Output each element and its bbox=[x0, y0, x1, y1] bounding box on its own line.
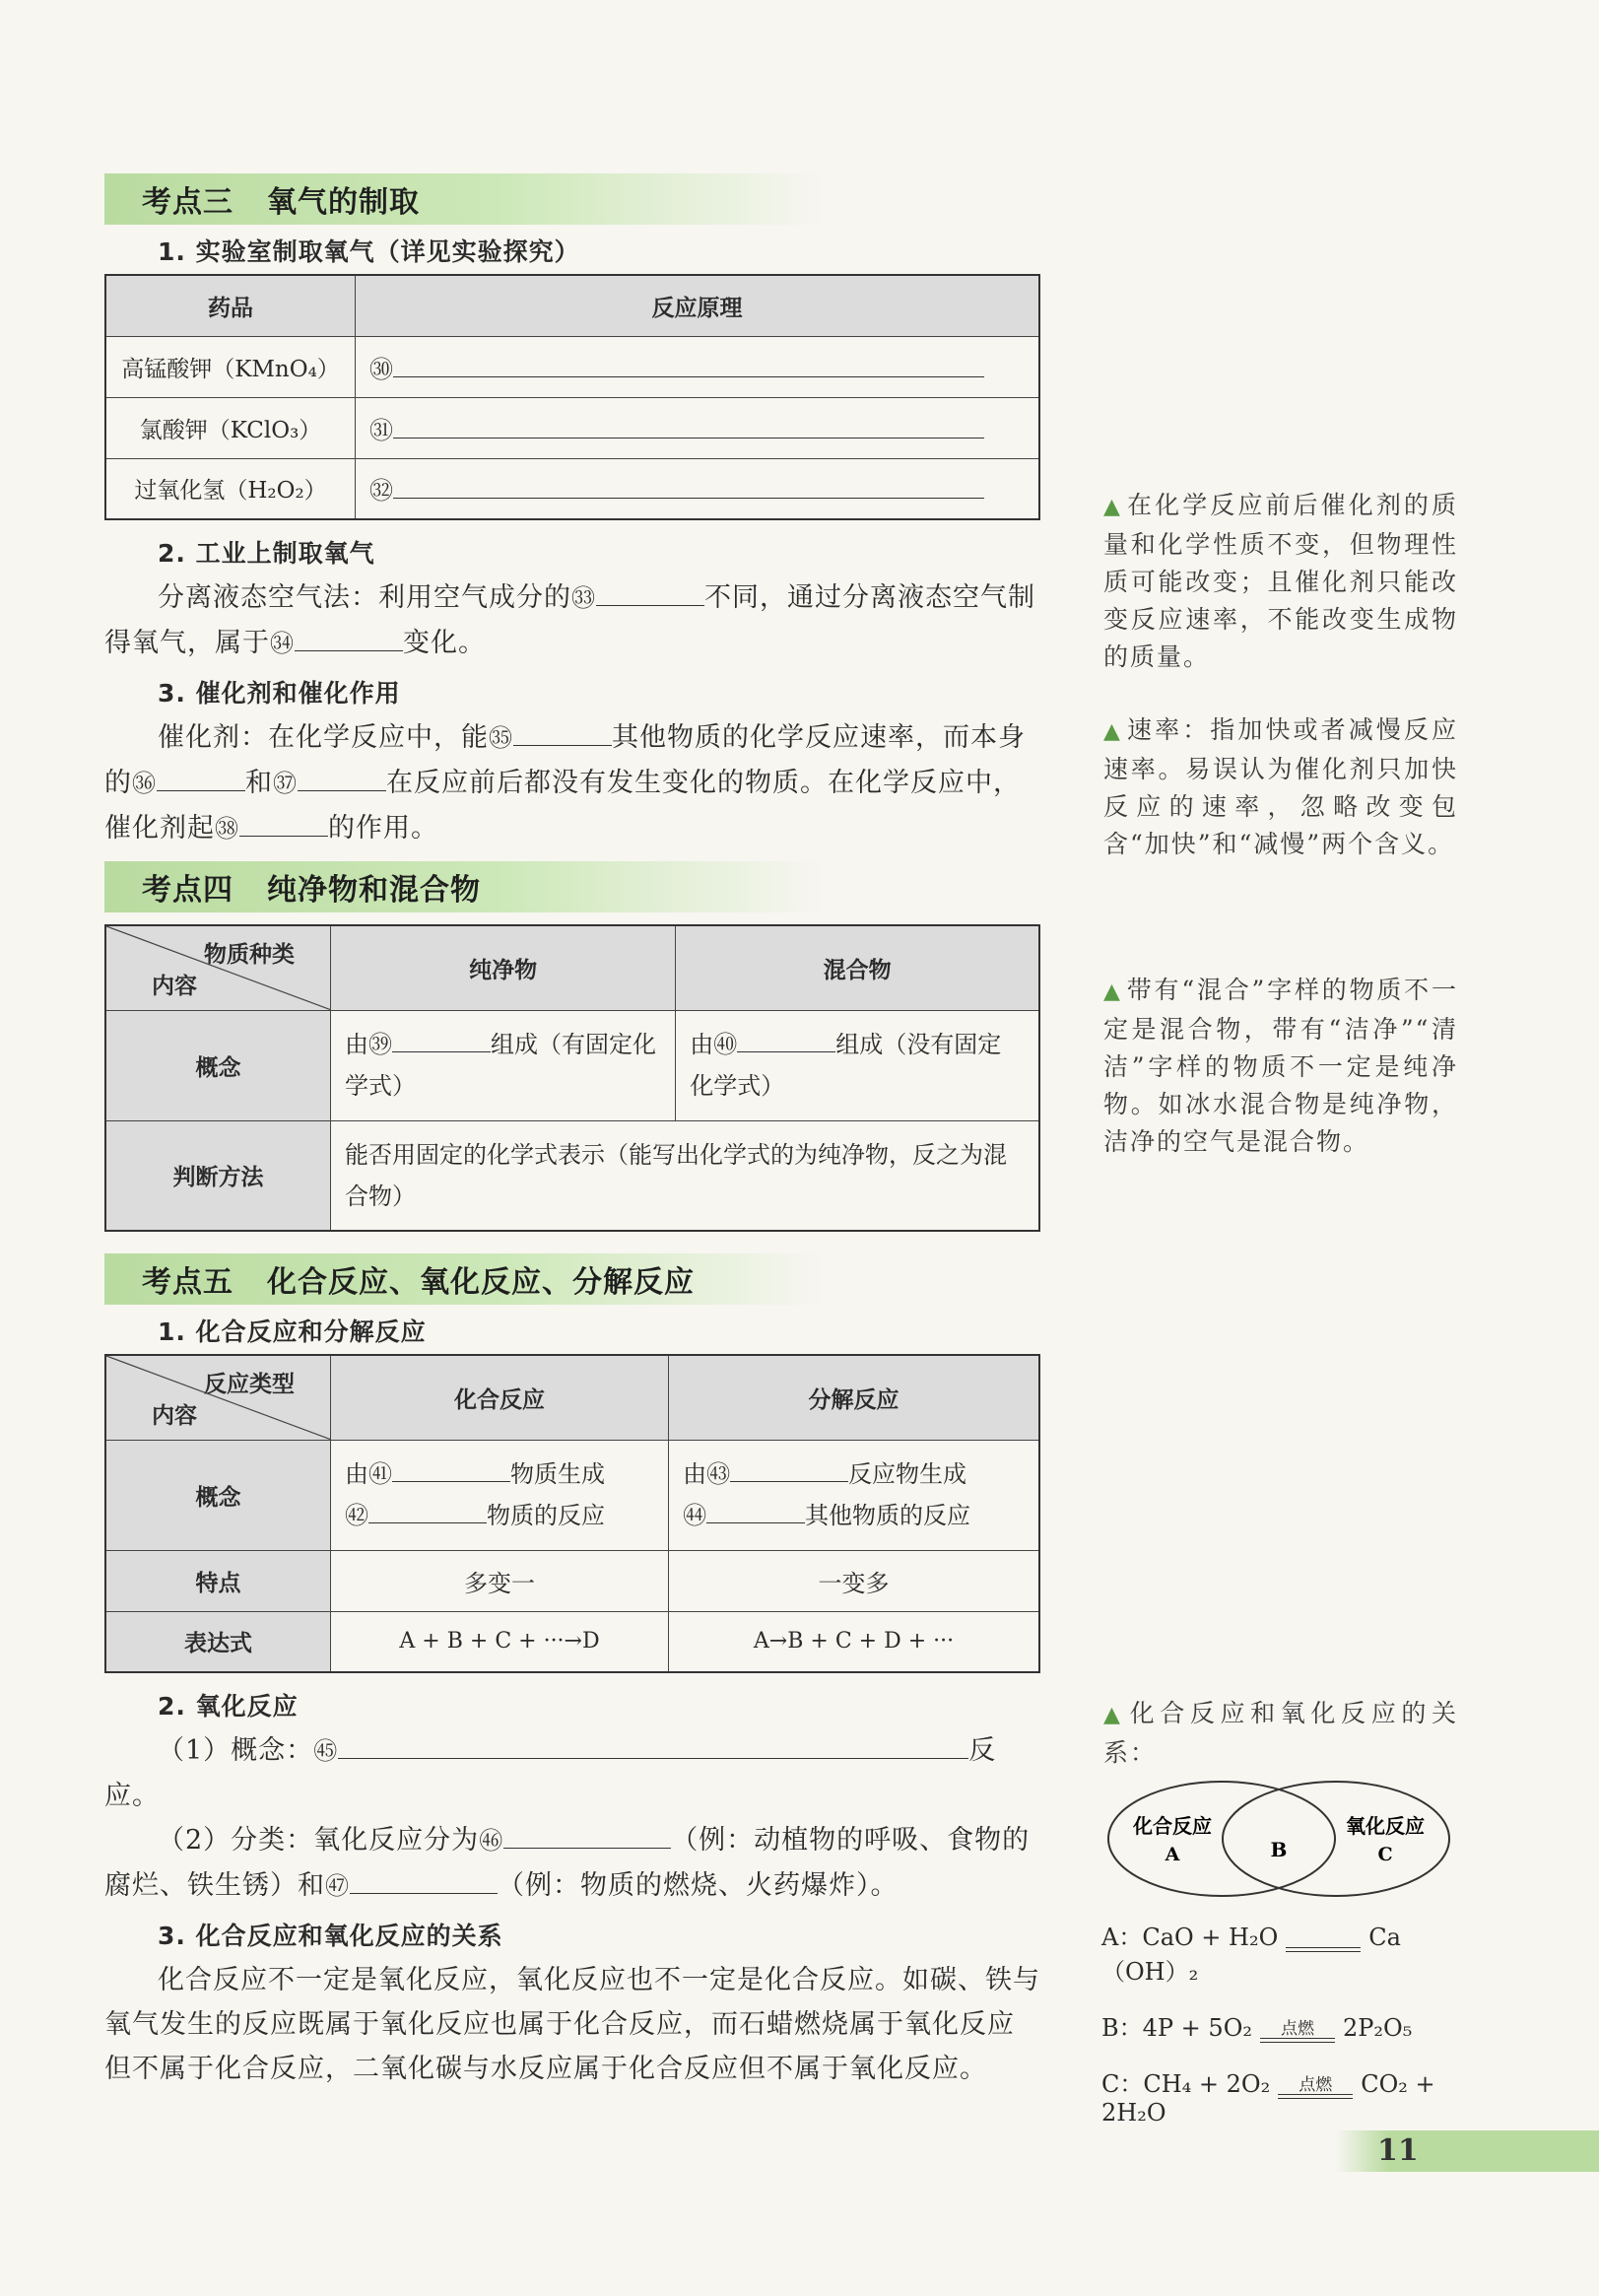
text: 其他物质的化学反应速率，而本身的 bbox=[104, 722, 1026, 798]
subheading-5-2: 2. 氧化反应 bbox=[158, 1692, 299, 1721]
col-header-mixture: 混合物 bbox=[676, 925, 1039, 1010]
drug-cell: 高锰酸钾（KMnO₄） bbox=[105, 336, 356, 397]
text: 物质的反应 bbox=[487, 1502, 605, 1529]
answer-blank[interactable] bbox=[350, 1893, 498, 1894]
triangle-icon: ▲ bbox=[1103, 979, 1123, 1004]
answer-blank[interactable] bbox=[368, 1522, 487, 1523]
subheading-3-3: 3. 催化剂和催化作用 bbox=[158, 679, 401, 708]
table-row bbox=[105, 1550, 1039, 1611]
catalyst-paragraph bbox=[104, 715, 1040, 851]
text: （例：动植物的呼吸、食物的腐烂、铁生锈）和 bbox=[104, 1825, 1031, 1901]
answer-mark: ㉜ bbox=[369, 477, 393, 506]
answer-mark: ㉝ bbox=[571, 584, 596, 612]
venn-right-label: 氧化反应 bbox=[1346, 1814, 1425, 1838]
eq-rhs: 2P₂O₅ bbox=[1343, 2014, 1413, 2042]
answer-mark: ㊶ bbox=[368, 1460, 392, 1488]
text: 在反应前后都没有发生变化的物质。在化学反应中，催化剂起 bbox=[104, 768, 1021, 844]
industrial-oxygen-paragraph bbox=[104, 575, 1040, 666]
text: 的作用。 bbox=[328, 813, 438, 844]
col-header-principle: 反应原理 bbox=[356, 275, 1040, 336]
eq-lhs: B：4P + 5O₂ bbox=[1101, 2014, 1252, 2042]
answer-blank[interactable] bbox=[513, 745, 612, 746]
answer-mark: ㉛ bbox=[369, 416, 393, 444]
relation-paragraph: 化合反应不一定是氧化反应，氧化反应也不一定是化合反应。如碳、铁与氧气发生的反应既属于氧化反应也属于化合反应，而石蜡燃烧属于氧化反应但不属于化合反应，二氧化碳与水反应属于化合反应但不属于氧化反应。 bbox=[104, 1965, 1040, 2084]
triangle-icon: ▲ bbox=[1103, 1703, 1126, 1727]
text: 反应。 bbox=[104, 1735, 997, 1811]
text: （例：物质的燃烧、火药爆炸）。 bbox=[498, 1870, 899, 1901]
text: 变化。 bbox=[403, 628, 486, 658]
eq-condition: 点燃 bbox=[1281, 2019, 1314, 2039]
answer-blank[interactable] bbox=[295, 650, 403, 651]
answer-blank[interactable] bbox=[239, 836, 328, 837]
section-5-title: 化合反应、氧化反应、分解反应 bbox=[267, 1265, 695, 1300]
eq-rhs: Ca（OH）₂ bbox=[1101, 1924, 1401, 1986]
table-row bbox=[105, 1010, 1039, 1120]
text: 物质生成 bbox=[510, 1460, 605, 1488]
text: 组成（有固定化学式） bbox=[345, 1031, 656, 1100]
section-3-header bbox=[104, 173, 822, 225]
answer-blank[interactable] bbox=[596, 605, 704, 606]
equation-a bbox=[1101, 1918, 1466, 1987]
eq-rhs: CO₂ + 2H₂O bbox=[1101, 2070, 1435, 2127]
decomposition-expression: A→B + C + D + ··· bbox=[669, 1611, 1039, 1672]
answer-blank[interactable] bbox=[298, 790, 386, 791]
text: 催化剂：在化学反应中，能 bbox=[158, 722, 489, 753]
answer-blank[interactable] bbox=[392, 1481, 510, 1482]
answer-mark: ㊳ bbox=[215, 815, 239, 843]
text: 反应物生成 bbox=[848, 1460, 967, 1488]
combination-concept-cell bbox=[331, 1440, 669, 1550]
table-row bbox=[105, 336, 1039, 397]
oxidation-concept bbox=[104, 1728, 1040, 1818]
oxidation-classification bbox=[104, 1818, 1040, 1909]
eq-arrow bbox=[1278, 2076, 1353, 2099]
equation-b bbox=[1101, 2008, 1466, 2043]
answer-mark: ㊱ bbox=[132, 770, 157, 797]
text: 由 bbox=[345, 1031, 368, 1058]
venn-right-letter: C bbox=[1377, 1844, 1393, 1865]
mixture-concept-cell bbox=[676, 1010, 1039, 1120]
side-note-catalyst bbox=[1103, 487, 1458, 676]
diag-top-label: 物质种类 bbox=[204, 942, 295, 968]
venn-left-letter: A bbox=[1165, 1844, 1180, 1865]
triangle-icon: ▲ bbox=[1103, 719, 1124, 744]
text: （2）分类：氧化反应分为 bbox=[158, 1825, 480, 1856]
answer-mark: ㊵ bbox=[713, 1031, 738, 1058]
answer-blank[interactable] bbox=[392, 1051, 491, 1052]
note-text: 在化学反应前后催化剂的质量和化学性质不变，但物理性质可能改变；且催化剂只能改变反应速率，不能改变生成物的质量。 bbox=[1103, 491, 1458, 671]
answer-mark: ㉚ bbox=[369, 355, 393, 383]
text: 不同，通过分离液态空气制得氧气，属于 bbox=[104, 582, 1035, 658]
page-number-text: 11 bbox=[1377, 2133, 1419, 2168]
table-row bbox=[105, 1440, 1039, 1550]
col-header-combination: 化合反应 bbox=[331, 1355, 669, 1440]
venn-diagram bbox=[1103, 1774, 1458, 1907]
note-text: 化合反应和氧化反应的关系： bbox=[1103, 1699, 1458, 1767]
section-3-number: 考点三 bbox=[142, 185, 233, 220]
text: 和 bbox=[245, 768, 273, 798]
note-text: 带有“混合”字样的物质不一定是混合物，带有“洁净”“清洁”字样的物质不一定是纯净物。如冰水混合物是纯净物，洁净的空气是混合物。 bbox=[1103, 976, 1458, 1156]
drug-cell: 过氧化氢（H₂O₂） bbox=[105, 458, 356, 519]
combination-expression: A + B + C + ···→D bbox=[331, 1611, 669, 1672]
answer-blank[interactable] bbox=[503, 1848, 671, 1849]
side-note-rate bbox=[1103, 711, 1458, 863]
reaction-type-table bbox=[104, 1354, 1040, 1673]
text: 组成（没有固定化学式） bbox=[690, 1031, 1002, 1100]
answer-mark: ㊲ bbox=[273, 770, 298, 797]
eq-arrow bbox=[1286, 1929, 1361, 1952]
side-note-relation bbox=[1103, 1695, 1458, 1772]
equation-c bbox=[1101, 2064, 1466, 2127]
row-label-concept: 概念 bbox=[105, 1440, 331, 1550]
decomposition-concept-cell bbox=[669, 1440, 1039, 1550]
table-row bbox=[105, 1611, 1039, 1672]
section-5-number: 考点五 bbox=[142, 1265, 233, 1300]
drug-cell: 氯酸钾（KClO₃） bbox=[105, 397, 356, 458]
row-label-concept: 概念 bbox=[105, 1010, 331, 1120]
answer-blank[interactable] bbox=[706, 1522, 805, 1523]
oxygen-prep-table bbox=[104, 274, 1040, 520]
eq-arrow bbox=[1260, 2020, 1335, 2043]
page-number bbox=[1336, 2130, 1599, 2172]
section-4-header bbox=[104, 861, 822, 912]
table-row bbox=[105, 397, 1039, 458]
subheading-5-3: 3. 化合反应和氧化反应的关系 bbox=[158, 1922, 503, 1950]
answer-mark: ㊻ bbox=[479, 1827, 504, 1855]
section-4-number: 考点四 bbox=[142, 873, 233, 908]
col-header-drug: 药品 bbox=[105, 275, 356, 336]
diagonal-header bbox=[105, 1355, 331, 1440]
section-5-header bbox=[104, 1253, 822, 1305]
row-label-feature: 特点 bbox=[105, 1550, 331, 1611]
answer-mark: ㊴ bbox=[368, 1031, 392, 1058]
answer-mark: ㉟ bbox=[489, 724, 513, 752]
method-cell: 能否用固定的化学式表示（能写出化学式的为纯净物，反之为混合物） bbox=[331, 1120, 1040, 1231]
text: 分离液态空气法：利用空气成分的 bbox=[158, 582, 571, 613]
answer-blank[interactable] bbox=[393, 498, 984, 499]
diag-bottom-label: 内容 bbox=[152, 1402, 197, 1429]
answer-mark: ㊷ bbox=[345, 1502, 368, 1529]
answer-mark: ㊸ bbox=[706, 1460, 731, 1488]
pure-concept-cell bbox=[331, 1010, 676, 1120]
row-label-method: 判断方法 bbox=[105, 1120, 331, 1231]
note-text: 速率：指加快或者减慢反应速率。易误认为催化剂只加快反应的速率，忽略改变包含“加快”和“减慢”两个含义。 bbox=[1103, 715, 1458, 858]
equations bbox=[1101, 1908, 1466, 2148]
section-4-title: 纯净物和混合物 bbox=[267, 873, 481, 908]
pure-mixture-table bbox=[104, 924, 1040, 1232]
answer-mark: ㊹ bbox=[683, 1502, 707, 1529]
text: 其他物质的反应 bbox=[805, 1502, 971, 1529]
answer-blank[interactable] bbox=[393, 376, 984, 377]
table-row bbox=[105, 458, 1039, 519]
subheading-5-1: 1. 化合反应和分解反应 bbox=[158, 1317, 427, 1346]
text: 由 bbox=[683, 1460, 707, 1488]
section-3-title: 氧气的制取 bbox=[267, 185, 420, 220]
side-note-mixture bbox=[1103, 972, 1458, 1161]
diag-bottom-label: 内容 bbox=[152, 973, 197, 999]
answer-blank[interactable] bbox=[730, 1481, 848, 1482]
answer-blank[interactable] bbox=[737, 1051, 835, 1052]
row-label-expression: 表达式 bbox=[105, 1611, 331, 1672]
answer-mark: ㊺ bbox=[313, 1737, 339, 1765]
diagonal-header bbox=[105, 925, 331, 1010]
col-header-decomposition: 分解反应 bbox=[669, 1355, 1039, 1440]
answer-blank[interactable] bbox=[338, 1758, 968, 1759]
combination-feature: 多变一 bbox=[331, 1550, 669, 1611]
venn-left-label: 化合反应 bbox=[1133, 1814, 1212, 1838]
text: 由 bbox=[345, 1460, 368, 1488]
answer-blank[interactable] bbox=[157, 790, 245, 791]
answer-mark: ㊼ bbox=[325, 1872, 350, 1900]
col-header-pure: 纯净物 bbox=[331, 925, 676, 1010]
main-column bbox=[104, 168, 1040, 2091]
eq-lhs: C：CH₄ + 2O₂ bbox=[1101, 2070, 1271, 2098]
subheading-3-2: 2. 工业上制取氧气 bbox=[158, 539, 375, 568]
eq-condition: 点燃 bbox=[1299, 2075, 1333, 2095]
triangle-icon: ▲ bbox=[1103, 495, 1124, 519]
answer-mark: ㉞ bbox=[270, 630, 295, 657]
eq-lhs: A：CaO + H₂O bbox=[1101, 1924, 1279, 1951]
venn-middle-letter: B bbox=[1270, 1838, 1288, 1861]
text: （1）概念： bbox=[158, 1735, 314, 1766]
diag-top-label: 反应类型 bbox=[204, 1372, 295, 1397]
answer-blank[interactable] bbox=[393, 438, 984, 439]
decomposition-feature: 一变多 bbox=[669, 1550, 1039, 1611]
text: 由 bbox=[690, 1031, 714, 1058]
table-row bbox=[105, 1120, 1039, 1231]
subheading-3-1: 1. 实验室制取氧气（详见实验探究） bbox=[158, 237, 580, 266]
